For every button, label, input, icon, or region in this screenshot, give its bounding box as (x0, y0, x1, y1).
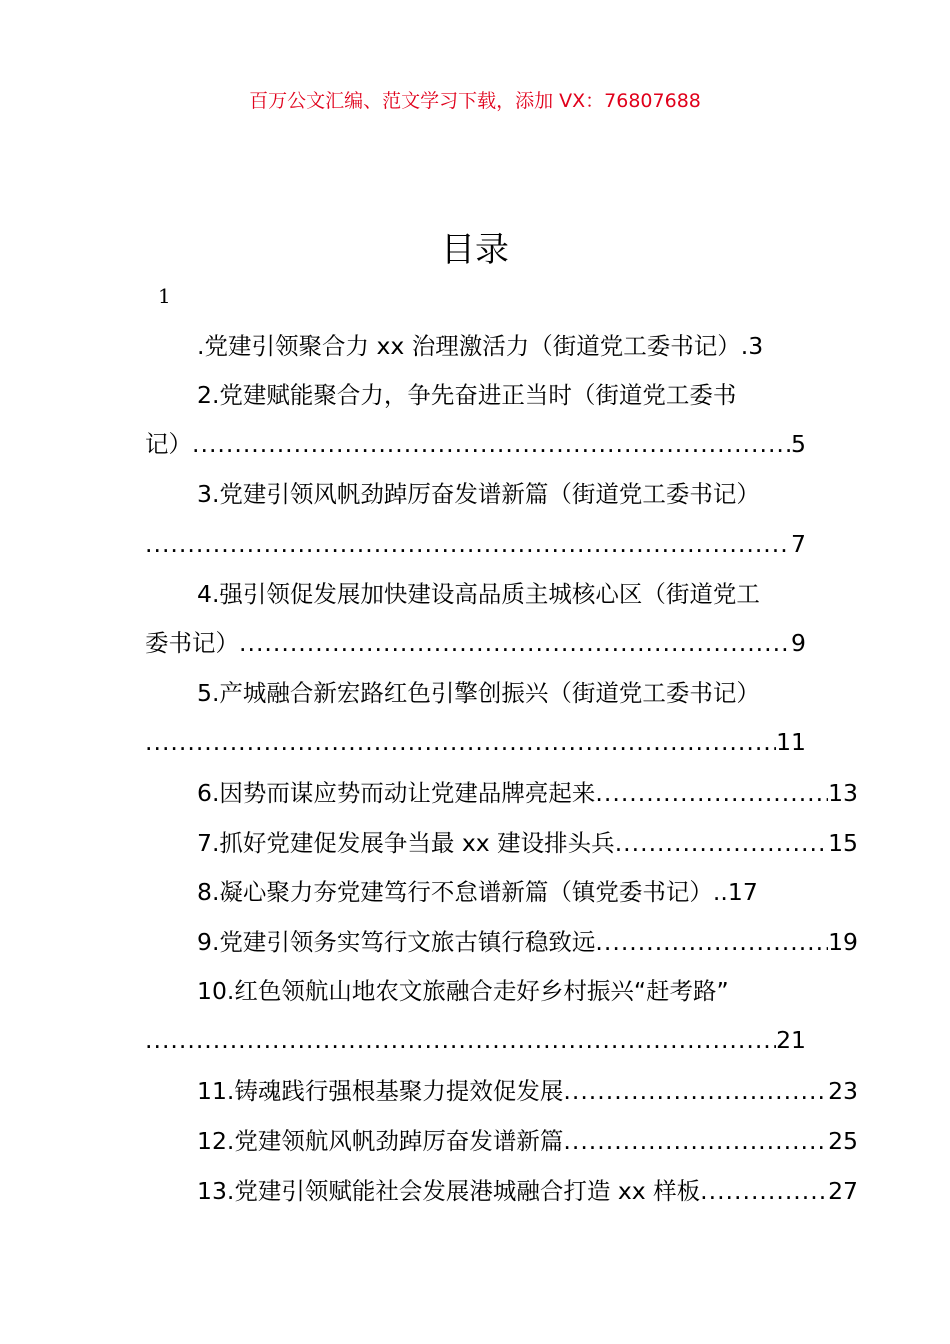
toc-entry-3[interactable] (145, 476, 858, 512)
toc-entry-9[interactable] (145, 924, 858, 960)
toc-leader-dots (595, 775, 828, 811)
toc-leader-dots (192, 426, 791, 462)
toc-leader-dots (145, 526, 791, 562)
toc-entry-page: 9 (791, 629, 806, 657)
toc-entry-title: .党建引领聚合力 xx 治理激活力（街道党工委书记） (197, 332, 741, 360)
toc-entry-10-cont[interactable] (145, 1022, 806, 1058)
toc-entry-page: 5 (791, 430, 806, 458)
toc-entry-page: 19 (828, 928, 858, 956)
toc-entry-3-cont[interactable] (145, 526, 806, 562)
toc-leader-dots (563, 1073, 828, 1109)
toc-entry-11[interactable] (145, 1073, 858, 1109)
toc-entry-title: 10.红色领航山地农文旅融合走好乡村振兴“赶考路” (197, 977, 729, 1005)
toc-entry-page: 21 (776, 1026, 806, 1054)
toc-entry-2[interactable] (145, 377, 858, 413)
toc-entry-title-cont: 记） (145, 430, 192, 458)
toc-entry-8[interactable] (145, 874, 858, 910)
page-number: 1 (158, 284, 171, 308)
toc-entry-page: .3 (740, 332, 764, 360)
toc-entry-title-cont: 委书记） (145, 629, 239, 657)
toc-entry-13[interactable] (145, 1173, 858, 1209)
toc-entry-page: ..17 (712, 878, 758, 906)
toc-entry-2-cont[interactable] (145, 426, 806, 462)
toc-entry-title: 13.党建引领赋能社会发展港城融合打造 xx 样板 (197, 1177, 701, 1205)
toc-entry-4-cont[interactable] (145, 625, 806, 661)
toc-entry-5[interactable] (145, 675, 858, 711)
toc-entry-title: 9.党建引领务实笃行文旅古镇行稳致远 (197, 928, 596, 956)
toc-entry-title: 4.强引领促发展加快建设高品质主城核心区（街道党工 (197, 580, 760, 608)
toc-leader-dots (563, 1123, 828, 1159)
toc-entry-title: 6.因势而谋应势而动让党建品牌亮起来 (197, 779, 596, 807)
header-watermark-text: 百万公文汇编、范文学习下载，添加 VX：76807688 (249, 90, 701, 112)
toc-entry-page: 25 (828, 1127, 858, 1155)
toc-entry-title: 7.抓好党建促发展争当最 xx 建设排头兵 (197, 829, 615, 857)
toc-entry-12[interactable] (145, 1123, 858, 1159)
toc-entry-page: 27 (828, 1177, 858, 1205)
toc-leader-dots (615, 825, 828, 861)
toc-entry-7[interactable] (145, 825, 858, 861)
toc-entry-4[interactable] (145, 576, 858, 612)
toc-entry-page: 13 (828, 779, 858, 807)
toc-leader-dots (145, 724, 776, 760)
toc-entry-title: 12.党建领航风帆劲踔厉奋发谱新篇 (197, 1127, 564, 1155)
toc-entry-title: 5.产城融合新宏路红色引擎创振兴（街道党工委书记） (197, 679, 760, 707)
page-title: 目录 (441, 230, 509, 270)
toc-leader-dots (145, 1022, 776, 1058)
toc-entry-page: 23 (828, 1077, 858, 1105)
toc-leader-dots (595, 924, 828, 960)
toc-entry-title: 3.党建引领风帆劲踔厉奋发谱新篇（街道党工委书记） (197, 480, 760, 508)
toc-entry-6[interactable] (145, 775, 858, 811)
toc-entry-5-cont[interactable] (145, 724, 806, 760)
toc-entry-1[interactable] (145, 328, 858, 364)
toc-entry-10[interactable] (145, 973, 858, 1009)
toc-entry-title: 2.党建赋能聚合力，争先奋进正当时（街道党工委书 (197, 381, 737, 409)
toc-entry-page: 7 (791, 530, 806, 558)
toc-leader-dots (700, 1173, 828, 1209)
toc-entry-title: 11.铸魂践行强根基聚力提效促发展 (197, 1077, 564, 1105)
toc-entry-title: 8.凝心聚力夯党建笃行不怠谱新篇（镇党委书记） (197, 878, 713, 906)
toc-leader-dots (239, 625, 791, 661)
toc-entry-page: 11 (776, 728, 806, 756)
toc-entry-page: 15 (828, 829, 858, 857)
